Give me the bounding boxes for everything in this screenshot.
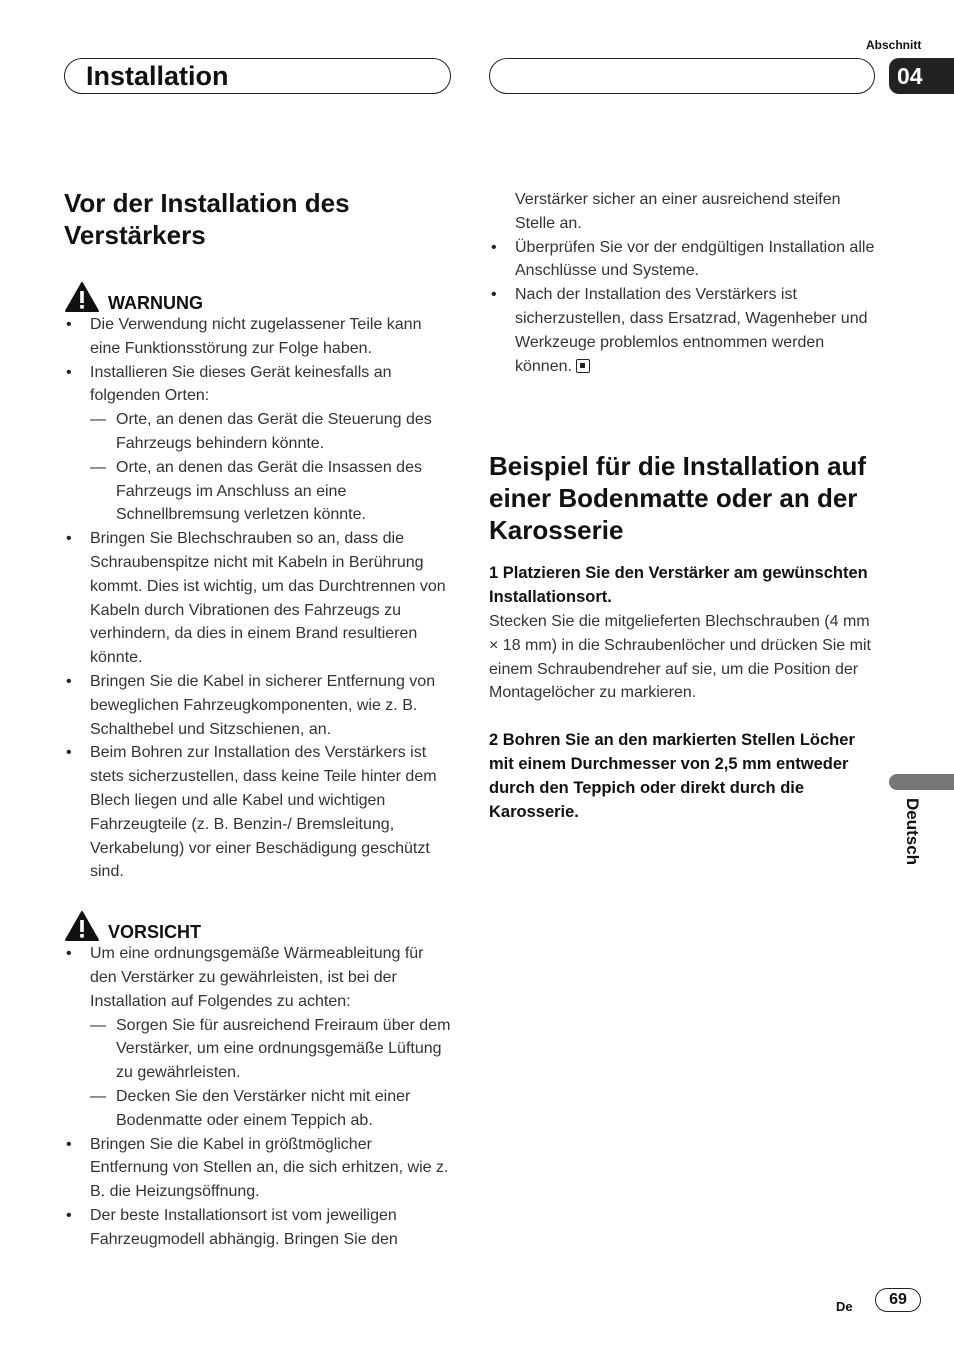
list-item-continuation: Verstärker sicher an einer ausreichend steifen Stelle an.	[515, 191, 841, 232]
warning-list	[64, 313, 454, 884]
language-tab	[889, 774, 954, 790]
step-1-title: 1 Platzieren Sie den Verstärker am gewünschten Installationsort.	[489, 564, 868, 607]
list-item: • Um eine ordnungsgemäße Wärmeableitung für den Verstärker zu gewährleisten, ist bei der Installation auf Folgendes zu achten:	[64, 942, 454, 1013]
list-item: • Installieren Sie dieses Gerät keinesfalls an folgenden Orten:	[64, 361, 454, 409]
dash-item: — Orte, an denen das Gerät die Insassen des Fahrzeugs im Anschluss an eine Schnellbremsung verletzen könnte.	[64, 456, 454, 527]
list-item: • Überprüfen Sie vor der endgültigen Installation alle Anschlüsse und Systeme.	[489, 236, 879, 284]
language-code: De	[836, 1299, 853, 1314]
continued-list	[489, 188, 879, 378]
page-number: 69	[875, 1288, 921, 1312]
section-heading: Beispiel für die Installation auf einer Bodenmatte oder an der Karosserie	[489, 451, 867, 546]
warning-header	[64, 281, 454, 313]
list-item: • Die Verwendung nicht zugelassener Teile kann eine Funktionsstörung zur Folge haben.	[64, 313, 454, 361]
list-item: • Beim Bohren zur Installation des Verstärkers ist stets sicherzustellen, dass keine Teile hinter dem Blech liegen und alle Kabel und wichtigen Fahrzeugteile (z. B. Benzin-/ Bremsleitung, Verkabelung) vor einer Beschädigung geschützt sind.	[64, 741, 454, 884]
list-item: • Bringen Sie die Kabel in sicherer Entfernung von beweglichen Fahrzeugkomponenten, wie z. B. Schalthebel und Sitzschienen, an.	[64, 670, 454, 741]
section-heading: Vor der Installation des Verstärkers	[64, 188, 350, 250]
left-column	[64, 187, 454, 1251]
dash-item: — Decken Sie den Verstärker nicht mit einer Bodenmatte oder einem Teppich ab.	[64, 1085, 454, 1133]
list-item: • Bringen Sie die Kabel in größtmöglicher Entfernung von Stellen an, die sich erhitzen, wie z. B. die Heizungsöffnung.	[64, 1133, 454, 1204]
warning-label: WARNUNG	[108, 293, 203, 313]
section-number: 04	[889, 58, 954, 94]
step-2-title: 2 Bohren Sie an den markierten Stellen Löcher mit einem Durchmesser von 2,5 mm entweder durch den Teppich oder direkt durch die Karosserie.	[489, 731, 855, 821]
language-tab-label: Deutsch	[903, 798, 922, 866]
stop-square-icon	[576, 359, 590, 373]
section-label: Abschnitt	[866, 38, 922, 52]
step-1-body: Stecken Sie die mitgelieferten Blechschrauben (4 mm × 18 mm) in die Schraubenlöcher und drücken Sie mit einem Schraubendreher auf sie, um die Position der Montagelöcher zu markieren.	[489, 612, 871, 702]
right-column	[489, 188, 879, 824]
caution-list	[64, 942, 454, 1251]
dash-item: — Orte, an denen das Gerät die Steuerung des Fahrzeugs behindern könnte.	[64, 408, 454, 456]
list-item-text: Nach der Installation des Verstärkers ist sicherzustellen, dass Ersatzrad, Wagenheber und Werkzeuge problemlos entnommen werden können.	[515, 286, 868, 375]
list-item	[489, 283, 879, 378]
warning-triangle-icon	[64, 281, 100, 313]
header-empty-frame	[489, 58, 875, 94]
warning-triangle-icon	[64, 910, 100, 942]
caution-header	[64, 910, 454, 942]
caution-label: VORSICHT	[108, 922, 202, 943]
list-item: • Der beste Installationsort ist vom jeweiligen Fahrzeugmodell abhängig. Bringen Sie den	[64, 1204, 454, 1252]
chapter-title: Installation	[86, 61, 229, 91]
dash-item: — Sorgen Sie für ausreichend Freiraum über dem Verstärker, um eine ordnungsgemäße Lüftung zu gewährleisten.	[64, 1014, 454, 1085]
list-item: • Bringen Sie Blechschrauben so an, dass die Schraubenspitze nicht mit Kabeln in Berührung kommt. Dies ist wichtig, um das Durchtrennen von Kabeln durch Vibrationen des Fahrzeugs zu verhindern, da dies in einem Brand resultieren könnte.	[64, 527, 454, 670]
